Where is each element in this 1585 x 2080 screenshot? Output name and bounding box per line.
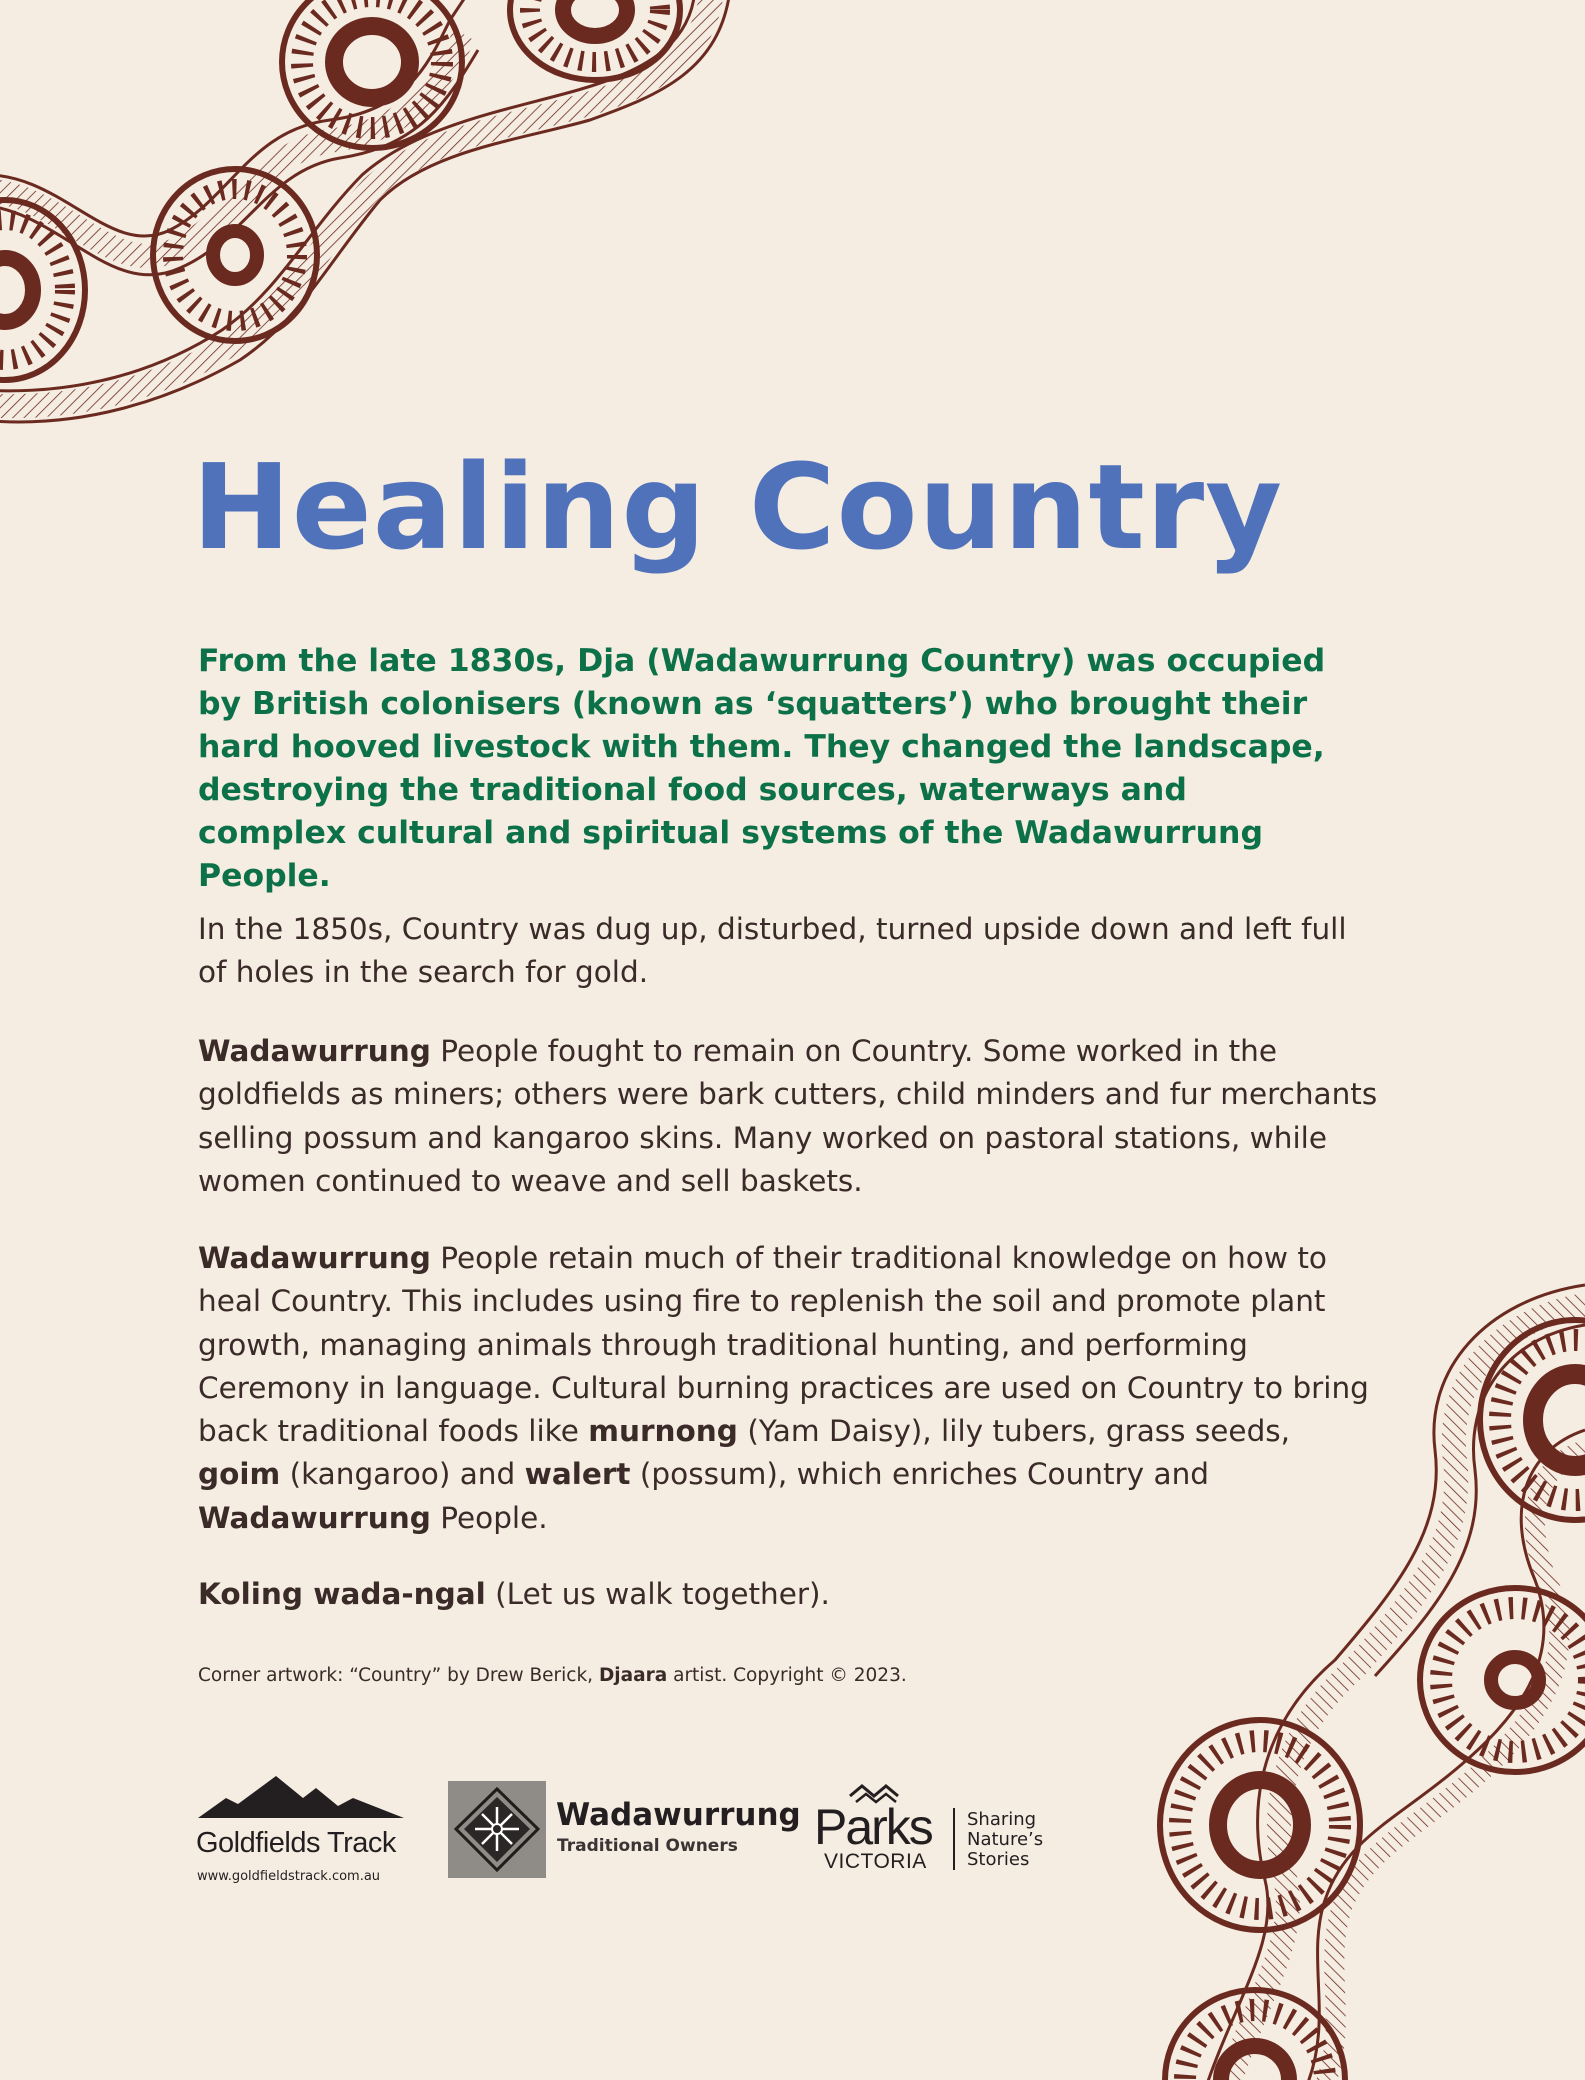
body-paragraph-walk: Koling wada-ngal (Let us walk together). [198,1577,830,1611]
parks-tagline-line-1: Sharing [967,1809,1037,1830]
parks-victoria-logo [814,1782,1064,1882]
corner-artwork-top-icon [0,0,740,440]
wadawurrung-subtitle: Traditional Owners [557,1836,738,1856]
parks-tagline [967,1810,1043,1870]
parks-tagline-line-3: Stories [967,1849,1030,1870]
goldfields-track-url: www.goldfieldstrack.com.au [197,1869,381,1884]
wadawurrung-emblem [448,1781,546,1878]
wadawurrung-name: Wadawurrung [556,1797,801,1833]
artwork-credit: Corner artwork: “Country” by Drew Berick, Djaara artist. Copyright © 2023. [198,1665,907,1686]
parks-subtitle: VICTORIA [824,1850,927,1873]
page-title: Healing Country [192,438,1284,576]
mountain-logo-icon [198,1772,408,1822]
goldfields-track-logo [196,1770,416,1890]
parks-name: Parks [814,1799,932,1855]
body-paragraph-heal: Wadawurrung People retain much of their traditional knowledge on how to heal Country. This includes using fire to replenish the soil and promote plant growth, managing animals through traditional hunting, and performing Ceremony in language. Cultural burning practices are used on Country to bring back traditional foods like murnong (Yam Daisy), lily tubers, grass seeds, goim (kangaroo) and walert (possum), which enriches Country and Wadawurrung People. [198,1241,1369,1535]
parks-divider [953,1808,955,1870]
diamond-star-logo-icon [448,1781,546,1878]
body-paragraph-remain: Wadawurrung People fought to remain on Country. Some worked in the goldfields as miners; others were bark cutters, child minders and fur merchants selling possum and kangaroo skins. Many worked on pastoral stations, while women continued to weave and sell baskets. [198,1034,1378,1198]
intro-paragraph: From the late 1830s, Dja (Wadawurrung Country) was occupied by British colonisers (known as ‘squatters’) who brought their hard hooved livestock with them. They changed the landscape, destroying the traditional food sources, waterways and complex cultural and spiritual systems of the Wadawurrung People. [198,643,1326,894]
body-paragraph-gold: In the 1850s, Country was dug up, disturbed, turned upside down and left full of holes in the search for gold. [198,912,1347,990]
goldfields-track-name: Goldfields Track [196,1827,396,1859]
wadawurrung-logo [448,1781,801,1878]
parks-tagline-line-2: Nature’s [967,1829,1044,1850]
